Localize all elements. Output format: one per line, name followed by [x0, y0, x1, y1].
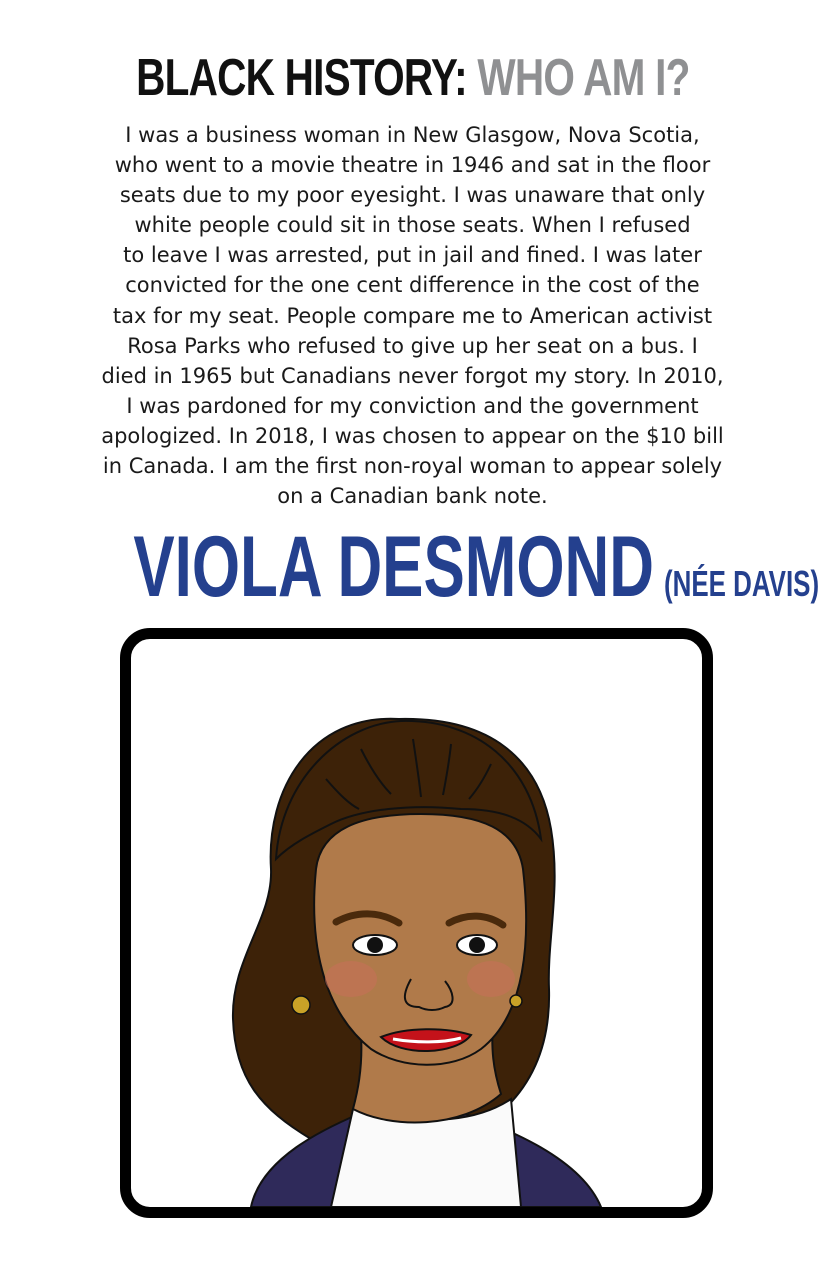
answer-name: VIOLA DESMOND — [133, 519, 654, 615]
bio-line: I was a business woman in New Glasgow, Nova Scotia, — [125, 123, 700, 147]
answer-name-row — [0, 519, 825, 615]
bio-line: in Canada. I am the first non-royal woman to appear solely — [102, 454, 723, 479]
left-earring-icon — [292, 996, 310, 1014]
page-header — [0, 48, 825, 108]
bio-line: apologized. In 2018, I was chosen to appear on the $10 bill — [101, 423, 724, 448]
portrait-illustration — [131, 639, 702, 1207]
bio-line: tax for my seat. People compare me to American activist — [112, 303, 713, 328]
bio-line: seats due to my poor eyesight. I was unaware that only — [119, 183, 706, 208]
header-title-part2: WHO AM I? — [477, 49, 690, 107]
bio-line: died in 1965 but Canadians never forgot my story. In 2010, — [101, 363, 724, 388]
bio-paragraph — [70, 120, 755, 511]
header-title-part1: BLACK HISTORY: — [135, 49, 467, 107]
left-cheek — [325, 961, 377, 997]
right-cheek — [467, 961, 515, 997]
bio-line: on a Canadian bank note. — [277, 484, 548, 509]
bio-line: who went to a movie theatre in 1946 and sat in the floor — [114, 153, 711, 178]
answer-maiden-name: (NÉE DAVIS) — [664, 563, 820, 604]
portrait-frame — [120, 628, 713, 1218]
bio-line: Rosa Parks who refused to give up her seat on a bus. I — [127, 333, 698, 358]
bio-line: I was pardoned for my conviction and the government — [126, 393, 699, 418]
bio-line: to leave I was arrested, put in jail and fined. I was later — [123, 243, 702, 268]
right-earring-icon — [510, 995, 522, 1007]
bio-line: white people could sit in those seats. When I refused — [134, 213, 691, 238]
bio-line: convicted for the one cent difference in the cost of the — [125, 273, 700, 298]
